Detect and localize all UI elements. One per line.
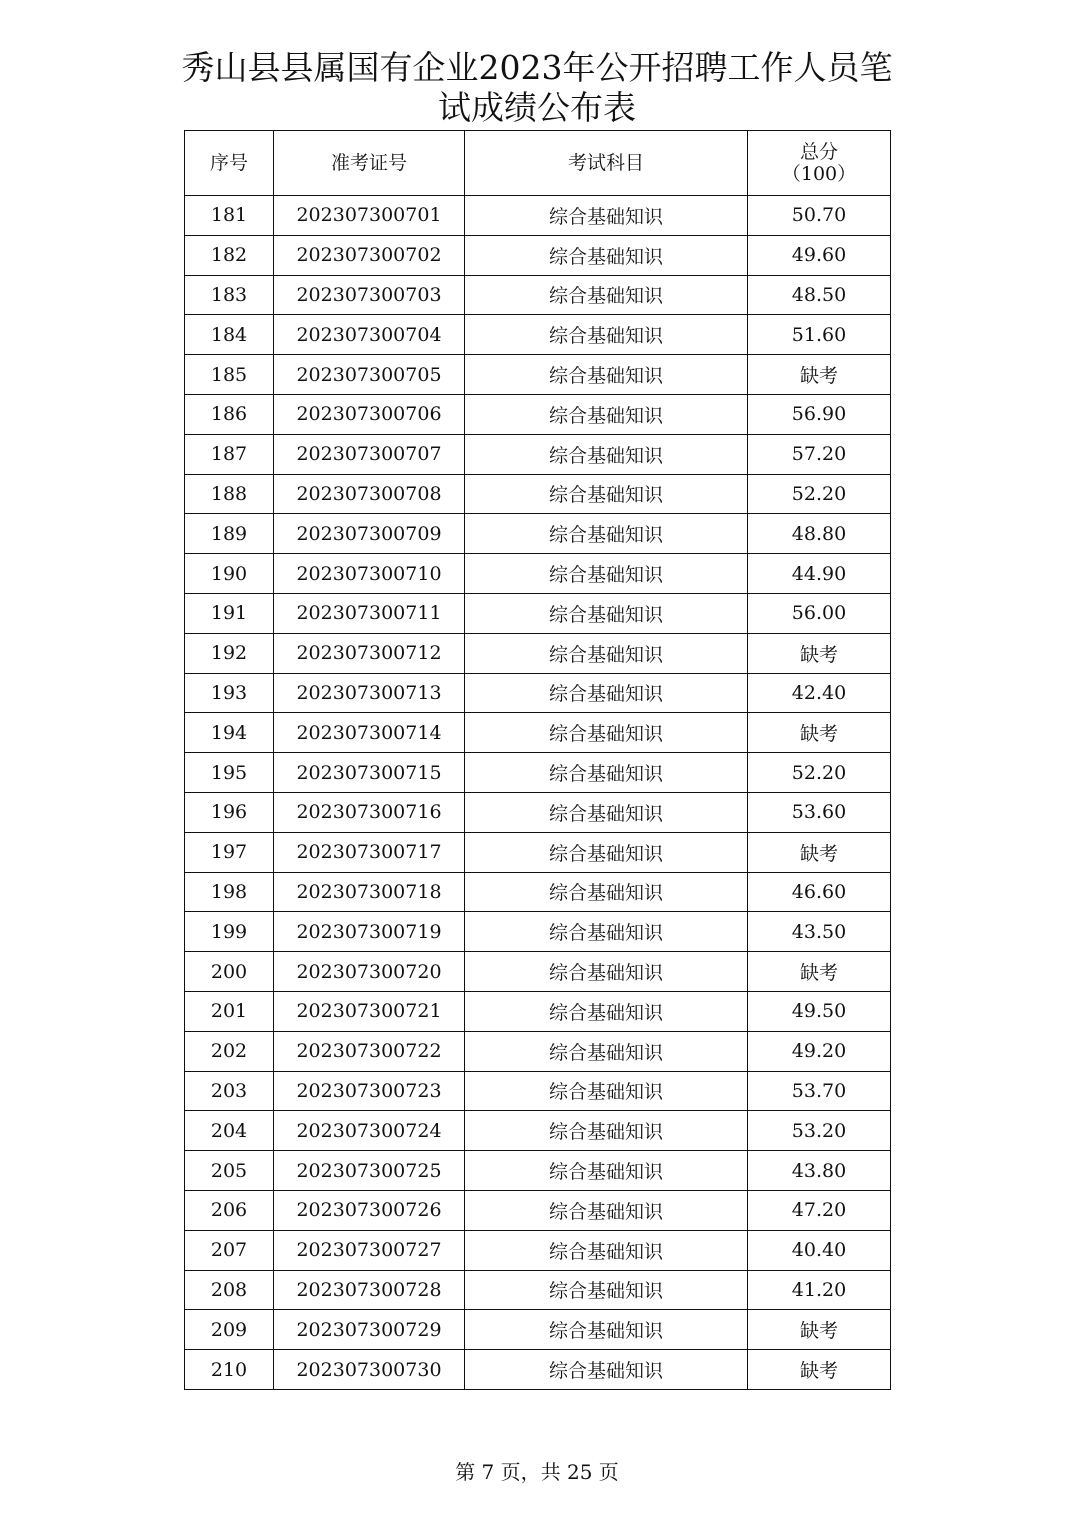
cell-total-score: 缺考 [748,355,891,395]
cell-index: 206 [185,1190,274,1230]
cell-total-score: 50.70 [748,196,891,236]
cell-exam-subject: 综合基础知识 [465,792,748,832]
table-row [185,1270,891,1310]
page-footer: 第 7 页，共 25 页 [455,1460,619,1484]
cell-exam-subject: 综合基础知识 [465,1071,748,1111]
cell-exam-subject: 综合基础知识 [465,872,748,912]
cell-total-score: 43.50 [748,912,891,952]
table-header [185,131,891,196]
table-row [185,792,891,832]
cell-index: 210 [185,1350,274,1390]
cell-index: 193 [185,673,274,713]
cell-ticket-number: 202307300721 [274,991,465,1031]
cell-exam-subject: 综合基础知识 [465,1151,748,1191]
score-table [184,130,891,1390]
cell-exam-subject: 综合基础知识 [465,1111,748,1151]
table-row [185,434,891,474]
cell-ticket-number: 202307300712 [274,633,465,673]
cell-exam-subject: 综合基础知识 [465,434,748,474]
table-row [185,315,891,355]
cell-total-score: 缺考 [748,832,891,872]
cell-exam-subject: 综合基础知识 [465,235,748,275]
table-body [185,196,891,1390]
cell-index: 182 [185,235,274,275]
table-row [185,991,891,1031]
cell-index: 207 [185,1230,274,1270]
table-row [185,1310,891,1350]
cell-index: 196 [185,792,274,832]
cell-total-score: 52.20 [748,753,891,793]
table-row [185,394,891,434]
cell-exam-subject: 综合基础知识 [465,1190,748,1230]
cell-index: 203 [185,1071,274,1111]
cell-total-score: 53.70 [748,1071,891,1111]
cell-exam-subject: 综合基础知识 [465,315,748,355]
table-row [185,1190,891,1230]
table-row [185,235,891,275]
cell-index: 200 [185,952,274,992]
cell-index: 191 [185,593,274,633]
cell-exam-subject: 综合基础知识 [465,1350,748,1390]
cell-exam-subject: 综合基础知识 [465,196,748,236]
table-row [185,514,891,554]
cell-ticket-number: 202307300711 [274,593,465,633]
cell-index: 189 [185,514,274,554]
cell-ticket-number: 202307300714 [274,713,465,753]
cell-total-score: 48.50 [748,275,891,315]
cell-exam-subject: 综合基础知识 [465,394,748,434]
cell-ticket-number: 202307300716 [274,792,465,832]
cell-ticket-number: 202307300709 [274,514,465,554]
cell-ticket-number: 202307300708 [274,474,465,514]
table-row [185,474,891,514]
cell-total-score: 缺考 [748,633,891,673]
table-row [185,952,891,992]
cell-ticket-number: 202307300722 [274,1031,465,1071]
cell-exam-subject: 综合基础知识 [465,275,748,315]
cell-index: 194 [185,713,274,753]
cell-ticket-number: 202307300723 [274,1071,465,1111]
cell-index: 195 [185,753,274,793]
page-title-line-1: 秀山县县属国有企业2023年公开招聘工作人员笔 [181,48,893,87]
cell-ticket-number: 202307300705 [274,355,465,395]
cell-index: 184 [185,315,274,355]
cell-exam-subject: 综合基础知识 [465,554,748,594]
cell-total-score: 49.50 [748,991,891,1031]
cell-index: 198 [185,872,274,912]
cell-ticket-number: 202307300701 [274,196,465,236]
header-total-label: 总分 [799,141,838,163]
cell-index: 188 [185,474,274,514]
cell-total-score: 53.20 [748,1111,891,1151]
table-row [185,912,891,952]
cell-exam-subject: 综合基础知识 [465,1031,748,1071]
cell-total-score: 40.40 [748,1230,891,1270]
cell-index: 201 [185,991,274,1031]
cell-total-score: 51.60 [748,315,891,355]
cell-total-score: 缺考 [748,1310,891,1350]
cell-ticket-number: 202307300717 [274,832,465,872]
cell-ticket-number: 202307300706 [274,394,465,434]
cell-index: 205 [185,1151,274,1191]
cell-total-score: 41.20 [748,1270,891,1310]
cell-ticket-number: 202307300730 [274,1350,465,1390]
cell-ticket-number: 202307300719 [274,912,465,952]
cell-total-score: 44.90 [748,554,891,594]
cell-total-score: 42.40 [748,673,891,713]
page-title-line-2: 试成绩公布表 [438,88,636,127]
cell-total-score: 缺考 [748,952,891,992]
cell-total-score: 43.80 [748,1151,891,1191]
cell-index: 183 [185,275,274,315]
cell-ticket-number: 202307300710 [274,554,465,594]
cell-ticket-number: 202307300707 [274,434,465,474]
table-row [185,554,891,594]
cell-exam-subject: 综合基础知识 [465,753,748,793]
cell-total-score: 48.80 [748,514,891,554]
table-row [185,1230,891,1270]
table-row [185,673,891,713]
cell-total-score: 49.20 [748,1031,891,1071]
cell-exam-subject: 综合基础知识 [465,633,748,673]
cell-exam-subject: 综合基础知识 [465,474,748,514]
header-index: 序号 [185,131,274,196]
header-total-score [748,131,891,196]
cell-total-score: 56.00 [748,593,891,633]
cell-ticket-number: 202307300715 [274,753,465,793]
cell-index: 186 [185,394,274,434]
table-row [185,1350,891,1390]
cell-ticket-number: 202307300702 [274,235,465,275]
cell-exam-subject: 综合基础知识 [465,991,748,1031]
cell-index: 209 [185,1310,274,1350]
page-title [0,48,1074,128]
cell-exam-subject: 综合基础知识 [465,514,748,554]
cell-ticket-number: 202307300726 [274,1190,465,1230]
cell-ticket-number: 202307300729 [274,1310,465,1350]
cell-exam-subject: 综合基础知识 [465,952,748,992]
cell-ticket-number: 202307300704 [274,315,465,355]
header-ticket-number: 准考证号 [274,131,465,196]
cell-ticket-number: 202307300728 [274,1270,465,1310]
table-row [185,832,891,872]
table-row [185,1151,891,1191]
cell-total-score: 57.20 [748,434,891,474]
cell-ticket-number: 202307300725 [274,1151,465,1191]
cell-index: 181 [185,196,274,236]
cell-exam-subject: 综合基础知识 [465,673,748,713]
cell-total-score: 缺考 [748,713,891,753]
cell-index: 199 [185,912,274,952]
cell-exam-subject: 综合基础知识 [465,832,748,872]
header-exam-subject: 考试科目 [465,131,748,196]
table-row [185,275,891,315]
cell-exam-subject: 综合基础知识 [465,912,748,952]
table-row [185,1031,891,1071]
cell-total-score: 49.60 [748,235,891,275]
cell-total-score: 56.90 [748,394,891,434]
cell-index: 204 [185,1111,274,1151]
cell-total-score: 53.60 [748,792,891,832]
cell-ticket-number: 202307300727 [274,1230,465,1270]
header-total-max: （100） [781,163,857,185]
table-row [185,633,891,673]
cell-ticket-number: 202307300718 [274,872,465,912]
cell-index: 190 [185,554,274,594]
cell-total-score: 47.20 [748,1190,891,1230]
cell-ticket-number: 202307300713 [274,673,465,713]
cell-total-score: 52.20 [748,474,891,514]
cell-ticket-number: 202307300720 [274,952,465,992]
cell-index: 197 [185,832,274,872]
cell-exam-subject: 综合基础知识 [465,1230,748,1270]
cell-index: 202 [185,1031,274,1071]
table-row [185,713,891,753]
cell-exam-subject: 综合基础知识 [465,713,748,753]
table-row [185,196,891,236]
table-row [185,872,891,912]
table-row [185,1111,891,1151]
cell-total-score: 缺考 [748,1350,891,1390]
cell-exam-subject: 综合基础知识 [465,355,748,395]
table-row [185,1071,891,1111]
cell-total-score: 46.60 [748,872,891,912]
cell-index: 192 [185,633,274,673]
cell-ticket-number: 202307300724 [274,1111,465,1151]
cell-index: 187 [185,434,274,474]
cell-ticket-number: 202307300703 [274,275,465,315]
cell-index: 208 [185,1270,274,1310]
table-header-row [185,131,891,196]
cell-index: 185 [185,355,274,395]
cell-exam-subject: 综合基础知识 [465,1270,748,1310]
table-row [185,355,891,395]
cell-exam-subject: 综合基础知识 [465,593,748,633]
table-row [185,593,891,633]
table-row [185,753,891,793]
cell-exam-subject: 综合基础知识 [465,1310,748,1350]
